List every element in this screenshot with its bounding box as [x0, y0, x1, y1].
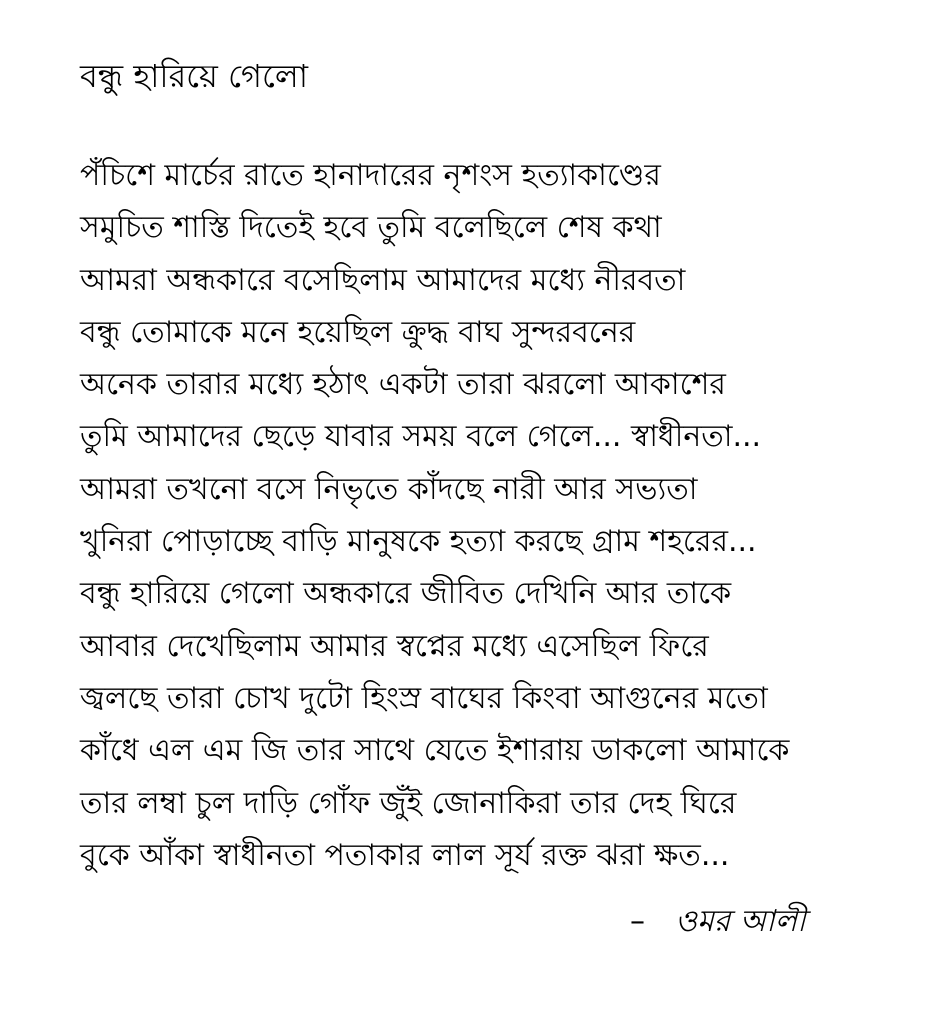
poem-line: খুনিরা পোড়াচ্ছে বাড়ি মানুষকে হত্যা করছে গ্রাম শহরের... [80, 524, 757, 560]
poem-body [80, 150, 900, 882]
author-name: ওমর আলী [675, 904, 806, 939]
poem-line: অনেক তারার মধ্যে হঠাৎ একটা তারা ঝরলো আকাশের [80, 367, 726, 403]
poem-line: পঁচিশে মার্চের রাতে হানাদারের নৃশংস হত্যাকাণ্ডের [80, 158, 661, 193]
poem-line: সমুচিত শাস্তি দিতেই হবে তুমি বলেছিলে শেষ কথা [80, 210, 662, 246]
poem-line: জ্বলছে তারা চোখ দুটো হিংস্র বাঘের কিংবা আগুনের মতো [80, 680, 768, 716]
poem-author [630, 898, 806, 946]
poem-line: কাঁধে এল এম জি তার সাথে যেতে ইশারায় ডাকলো আমাকে [80, 733, 790, 769]
poem-line: আমরা তখনো বসে নিভৃতে কাঁদছে নারী আর সভ্যতা [80, 471, 698, 507]
poem-line: বুকে আঁকা স্বাধীনতা পতাকার লাল সূর্য রক্ত ঝরা ক্ষত... [80, 837, 730, 873]
poem-title: বন্ধু হারিয়ে গেলো [80, 57, 308, 95]
poem-line: তুমি আমাদের ছেড়ে যাবার সময় বলে গেলে... স্বাধীনতা... [80, 419, 762, 455]
poem-line: বন্ধু হারিয়ে গেলো অন্ধকারে জীবিত দেখিনি আর তাকে [80, 576, 732, 612]
author-dash: – [630, 904, 645, 939]
poem-line: আবার দেখেছিলাম আমার স্বপ্নের মধ্যে এসেছিল ফিরে [80, 628, 709, 664]
poem-line: তার লম্বা চুল দাড়ি গোঁফ জুঁই জোনাকিরা তার দেহ ঘিরে [80, 785, 737, 821]
poem-line: বন্ধু তোমাকে মনে হয়েছিল ক্রুদ্ধ বাঘ সুন্দরবনের [80, 314, 636, 350]
poem-line: আমরা অন্ধকারে বসেছিলাম আমাদের মধ্যে নীরবতা [80, 262, 686, 298]
